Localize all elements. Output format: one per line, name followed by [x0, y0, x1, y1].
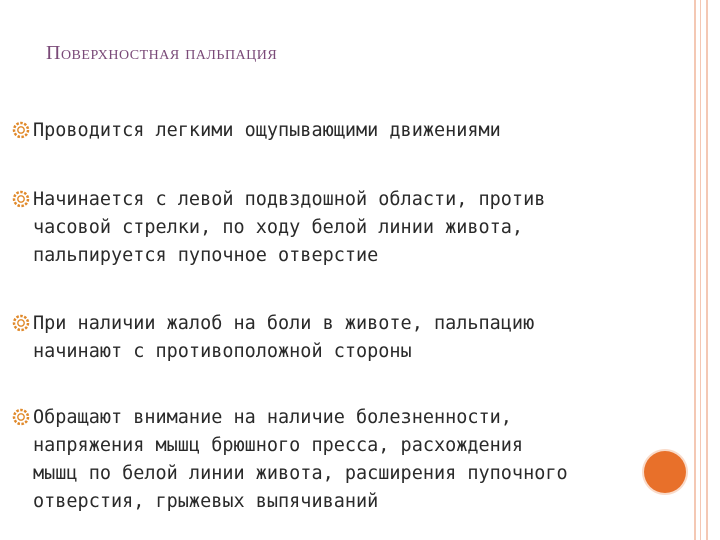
accent-dot: [644, 451, 686, 493]
bullet-text: Начинается с левой подвздошной области, против часовой стрелки, по ходу белой линии живота, пальпируется пупочное отверстие: [33, 189, 546, 266]
slide-title: Поверхностная пальпация: [46, 42, 278, 64]
wreath-bullet-icon: [12, 121, 30, 139]
wreath-bullet-icon: [12, 190, 30, 208]
bullet-text: Обращают внимание на наличие болезненности, напряжения мышц брюшного пресса, расхождения мышц по белой линии живота, расширения пупочного отверстия, грыжевых выпячиваний: [33, 407, 568, 512]
bullet-text: Проводится легкими ощупывающими движениями: [33, 120, 501, 141]
bullet-item: [12, 310, 534, 366]
bullet-text: При наличии жалоб на боли в животе, пальпацию начинают с противоположной стороны: [33, 313, 535, 362]
bullet-item: [12, 404, 568, 516]
wreath-bullet-icon: [12, 408, 30, 426]
wreath-bullet-icon: [12, 314, 30, 332]
bullet-item: [12, 186, 545, 270]
bullet-item: [12, 117, 501, 145]
